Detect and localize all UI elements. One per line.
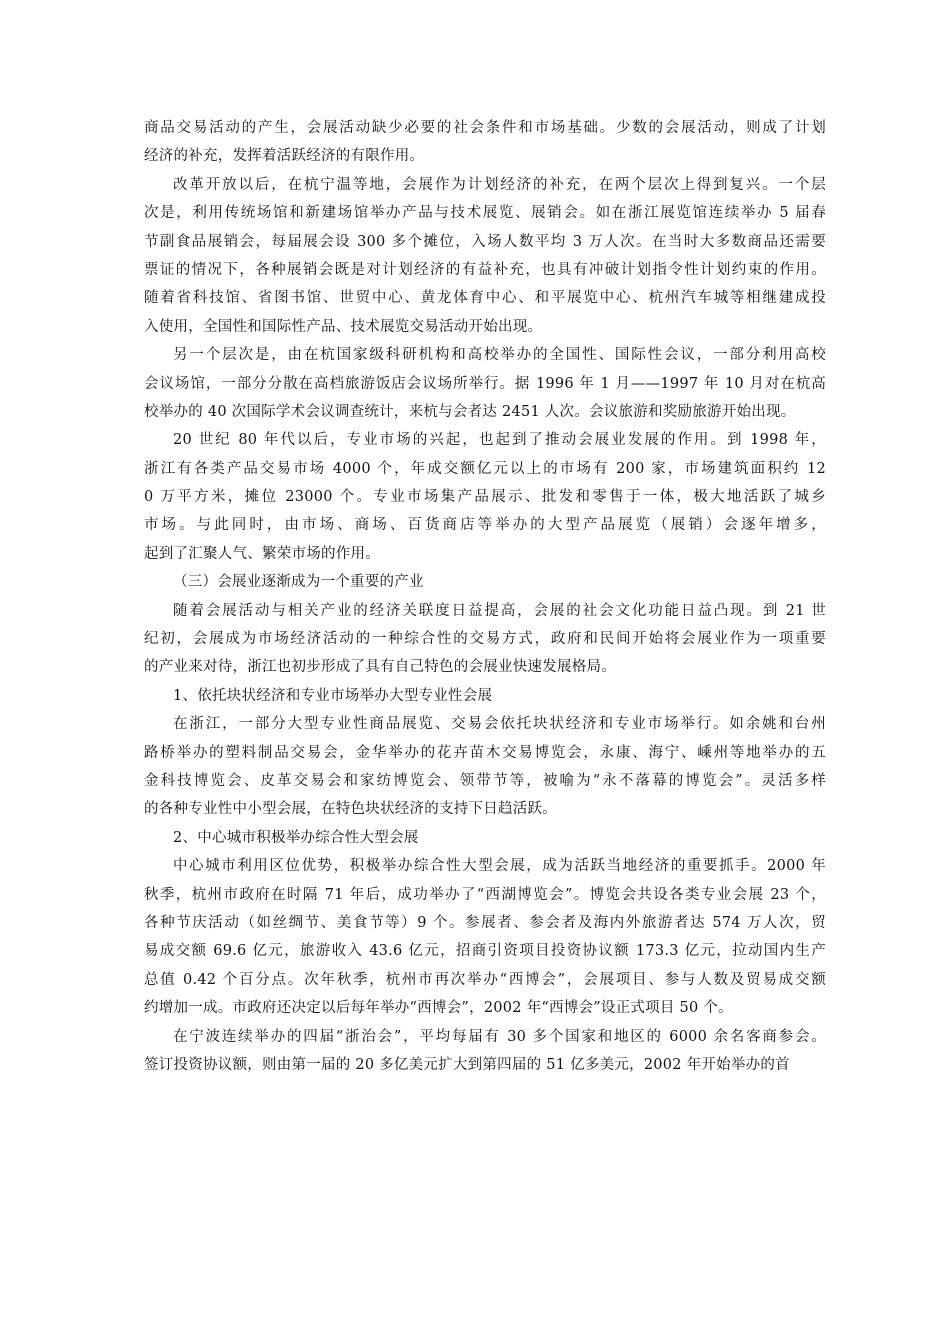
paragraph-line: 各种节庆活动（如丝绸节、美食节等）9 个。参展者、参会者及海内外旅游者达 574 万人次，贸 <box>144 914 826 931</box>
paragraph-line: 起到了汇聚人气、繁荣市场的作用。 <box>144 545 380 562</box>
paragraph-line: 随着省科技馆、省图书馆、世贸中心、黄龙体育中心、和平展览中心、杭州汽车城等相继建成投 <box>144 290 826 307</box>
document-page <box>144 114 826 1079</box>
paragraph-line: 0 万平方米，摊位 23000 个。专业市场集产品展示、批发和零售于一体，极大地活跃了城乡 <box>144 489 826 506</box>
paragraph-line: 次是，利用传统场馆和新建场馆举办产品与技术展览、展销会。如在浙江展览馆连续举办 5 届春 <box>144 205 826 222</box>
paragraph-line: 金科技博览会、皮革交易会和家纺博览会、领带节等，被喻为“永不落幕的博览会”。灵活多样 <box>144 772 826 789</box>
paragraph-first-line: 2、中心城市积极举办综合性大型会展 <box>173 829 419 846</box>
paragraph-first-line: 中心城市利用区位优势，积极举办综合性大型会展，成为活跃当地经济的重要抓手。2000 年 <box>173 858 826 875</box>
paragraph-line: 经济的补充，发挥着活跃经济的有限作用。 <box>144 148 425 165</box>
paragraph-first-line: 改革开放以后，在杭宁温等地，会展作为计划经济的补充，在两个层次上得到复兴。一个层 <box>173 176 826 193</box>
paragraph-first-line: 在宁波连续举办的四届“浙治会”，平均每届有 30 多个国家和地区的 6000 余名客商参会。 <box>173 1028 826 1045</box>
paragraph-first-line: 另一个层次是，由在杭国家级科研机构和高校举办的全国性、国际性会议，一部分利用高校 <box>173 347 826 364</box>
paragraph-line: 节副食品展销会，每届展会设 300 多个摊位，入场人数平均 3 万人次。在当时大多数商品还需要 <box>144 233 826 250</box>
paragraph-line: 总值 0.42 个百分点。次年秋季，杭州市再次举办“西博会”，会展项目、参与人数及贸易成交额 <box>144 971 826 988</box>
paragraph-line: 的各种专业性中小型会展，在特色块状经济的支持下日趋活跃。 <box>144 801 557 818</box>
paragraph-line: 的产业来对待，浙江也初步形成了具有自己特色的会展业快速发展格局。 <box>144 659 616 676</box>
paragraph-line: 纪初，会展成为市场经济活动的一种综合性的交易方式，政府和民间开始将会展业作为一项重要 <box>144 631 826 648</box>
paragraph-first-line: （三）会展业逐渐成为一个重要的产业 <box>173 574 424 591</box>
paragraph-line: 签订投资协议额，则由第一届的 20 多亿美元扩大到第四届的 51 亿多美元，2002 年开始举办的首 <box>144 1056 790 1073</box>
paragraph-line: 浙江有各类产品交易市场 4000 个，年成交额亿元以上的市场有 200 家，市场建筑面积约 12 <box>144 460 826 477</box>
paragraph-first-line: 随着会展活动与相关产业的经济关联度日益提高，会展的社会文化功能日益凸现。到 21 世 <box>173 602 826 619</box>
paragraph-line: 校举办的 40 次国际学术会议调查统计，来杭与会者达 2451 人次。会议旅游和奖励旅游开始出现。 <box>144 403 796 420</box>
paragraph-line: 路桥举办的塑料制品交易会，金华举办的花卉苗木交易博览会，永康、海宁、嵊州等地举办的五 <box>144 744 826 761</box>
paragraph-line: 票证的情况下，各种展销会既是对计划经济的有益补充，也具有冲破计划指令性计划约束的作用。 <box>144 261 826 278</box>
paragraph-line: 会议场馆，一部分分散在高档旅游饭店会议场所举行。据 1996 年 1 月——1997 年 10 月对在杭高 <box>144 375 826 392</box>
paragraph-first-line: 20 世纪 80 年代以后，专业市场的兴起，也起到了推动会展业发展的作用。到 1998 年， <box>173 432 826 449</box>
paragraph-line: 秋季，杭州市政府在时隔 71 年后，成功举办了“西湖博览会”。博览会共设各类专业会展 23 个， <box>144 886 826 903</box>
paragraph-line: 入使用，全国性和国际性产品、技术展览交易活动开始出现。 <box>144 318 543 335</box>
paragraph-first-line: 1、依托块状经济和专业市场举办大型专业性会展 <box>173 687 493 704</box>
paragraph-line: 易成交额 69.6 亿元，旅游收入 43.6 亿元，招商引资项目投资协议额 173.3 亿元，拉动国内生产 <box>144 943 826 960</box>
paragraph-line: 商品交易活动的产生，会展活动缺少必要的社会条件和市场基础。少数的会展活动，则成了计划 <box>144 120 826 136</box>
paragraph-line: 约增加一成。市政府还决定以后每年举办“西博会”，2002 年“西博会”设正式项目 50 个。 <box>144 1000 733 1017</box>
paragraph-first-line: 在浙江，一部分大型专业性商品展览、交易会依托块状经济和专业市场举行。如余姚和台州 <box>173 716 826 733</box>
paragraph-line: 市场。与此同时，由市场、商场、百货商店等举办的大型产品展览（展销）会逐年增多， <box>144 517 826 534</box>
